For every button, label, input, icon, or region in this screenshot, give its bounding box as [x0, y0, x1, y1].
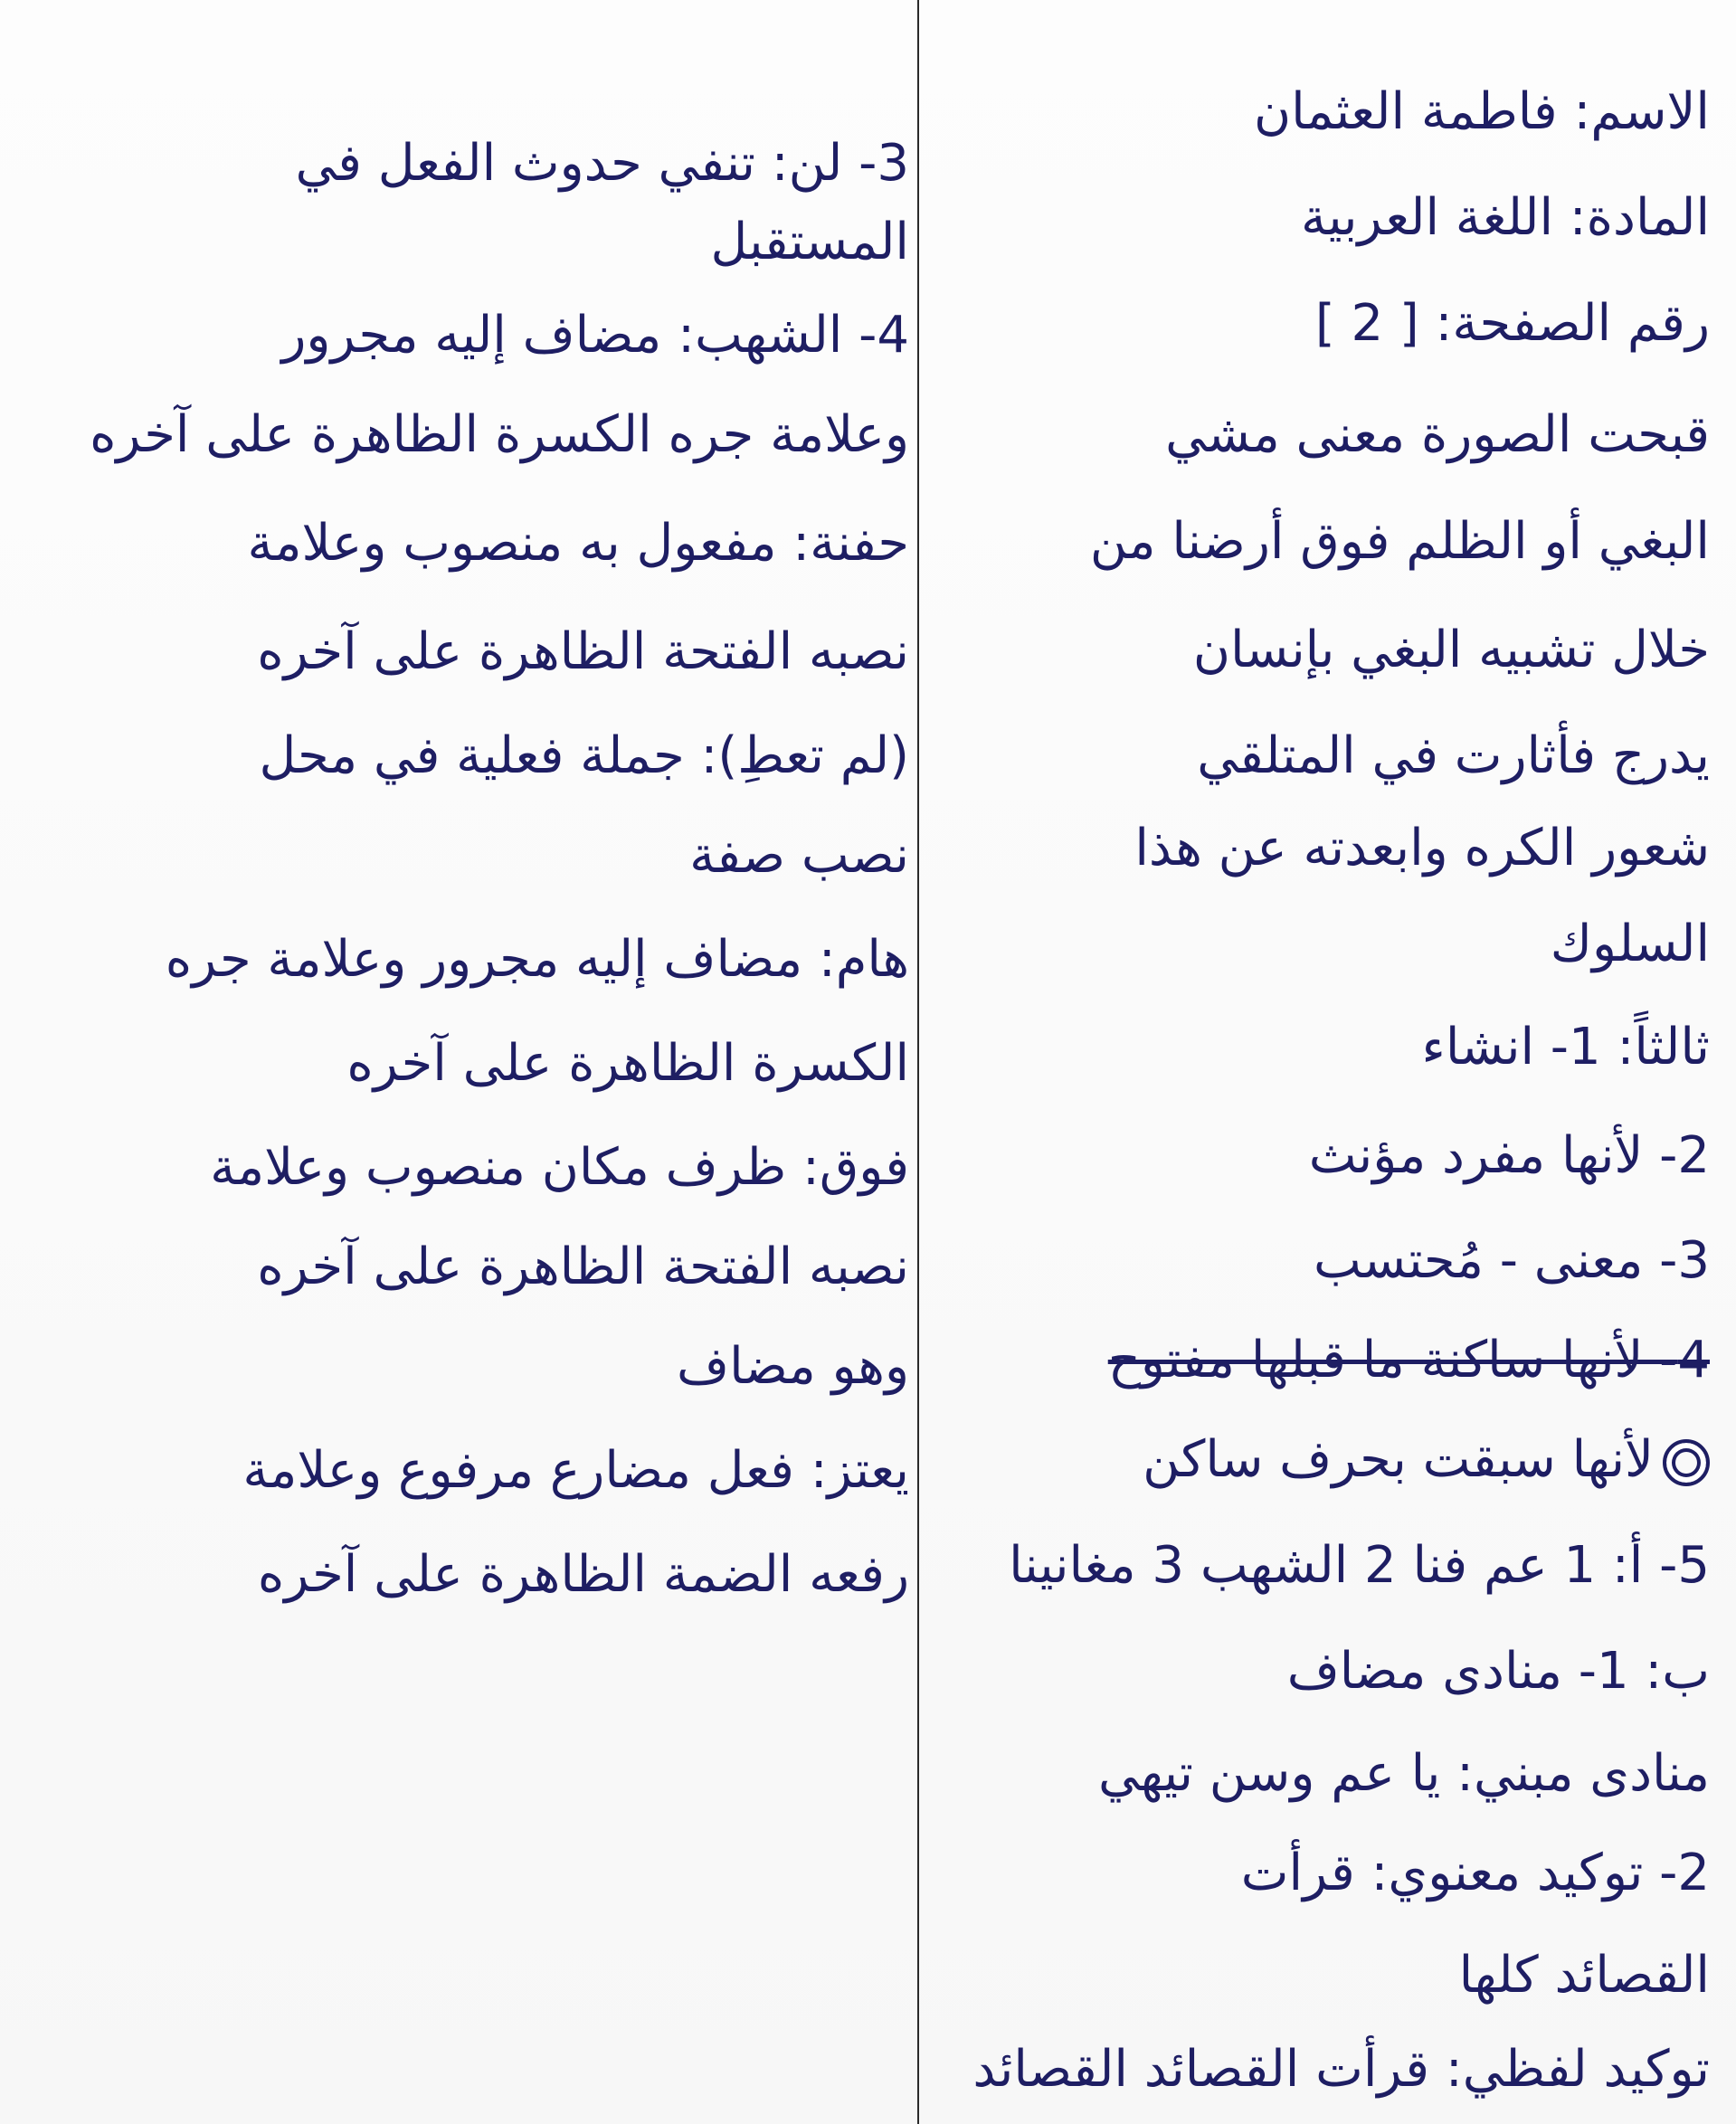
answer-line: توكيد لفظي: قرأت القصائد القصائد [972, 2040, 1710, 2099]
answer-line: منادى مبني: يا عم وسن تيهي [1098, 1744, 1710, 1803]
right-column [932, 0, 1710, 2124]
corrected-answer-line [1143, 1427, 1710, 1493]
answer-line: شعور الكره وابعدته عن هذا [1134, 819, 1710, 877]
answer-line: رفعه الضمة الظاهرة على آخره [257, 1545, 909, 1604]
page-number-line: رقم الصفحة: [ 2 ] [1314, 294, 1710, 353]
answer-line: البغي أو الظلم فوق أرضنا من [1089, 512, 1710, 571]
scribble-mark [1663, 1439, 1710, 1486]
answer-line: 5- أ: 1 عم فنا 2 الشهب 3 مغانينا [1009, 1536, 1710, 1595]
answer-line: نصبه الفتحة الظاهرة على آخره [257, 1237, 909, 1296]
column-divider [917, 0, 919, 2124]
subject-line: المادة: اللغة العربية [1300, 188, 1710, 247]
answer-line: 4- الشهب: مضاف إليه مجرور [281, 306, 909, 365]
section-three-heading: ثالثاً: 1- انشاء [1421, 1018, 1710, 1076]
answer-line: يعتز: فعل مضارع مرفوع وعلامة [242, 1441, 909, 1500]
answer-line: حفنة: مفعول به منصوب وعلامة [247, 514, 909, 573]
answer-line: قبحت الصورة معنى مشي [1165, 405, 1710, 464]
answer-line: 2- لأنها مفرد مؤنث [1308, 1126, 1710, 1185]
crossed-out-line: 4- لأنها ساكنة ما قبلها مفتوح [1107, 1331, 1710, 1389]
answer-line: المستقبل [710, 213, 909, 271]
answer-line: 2- توكيد معنوي: قرأت [1240, 1844, 1710, 1902]
answer-line: 3- لن: تنفي حدوث الفعل في [295, 134, 909, 193]
answer-line: نصبه الفتحة الظاهرة على آخره [257, 622, 909, 681]
answer-line: فوق: ظرف مكان منصوب وعلامة [210, 1138, 909, 1197]
answer-line: القصائد كلها [1458, 1946, 1710, 2005]
answer-line: خلال تشبيه البغي بإنسان [1192, 621, 1710, 679]
answer-line: وعلامة جره الكسرة الظاهرة على آخره [90, 405, 909, 464]
answer-line: وهو مضاف [677, 1337, 909, 1396]
answer-line: الكسرة الظاهرة على آخره [346, 1034, 909, 1093]
answer-line: نصب صفة [689, 826, 909, 885]
student-name-line: الاسم: فاطمة العثمان [1253, 82, 1710, 141]
answer-line: هام: مضاف إليه مجرور وعلامة جره [165, 930, 909, 989]
answer-line: 3- معنى - مُحتسب [1313, 1231, 1710, 1290]
answer-line: يدرج فأثارت في المتلقي [1197, 726, 1710, 785]
answer-line: السلوك [1550, 915, 1710, 973]
corrected-answer-text: لأنها سبقت بحرف ساكن [1143, 1430, 1654, 1489]
answer-line: (لم تعطِ): جملة فعلية في محل [259, 726, 909, 785]
answer-line: ب: 1- منادى مضاف [1286, 1642, 1710, 1701]
